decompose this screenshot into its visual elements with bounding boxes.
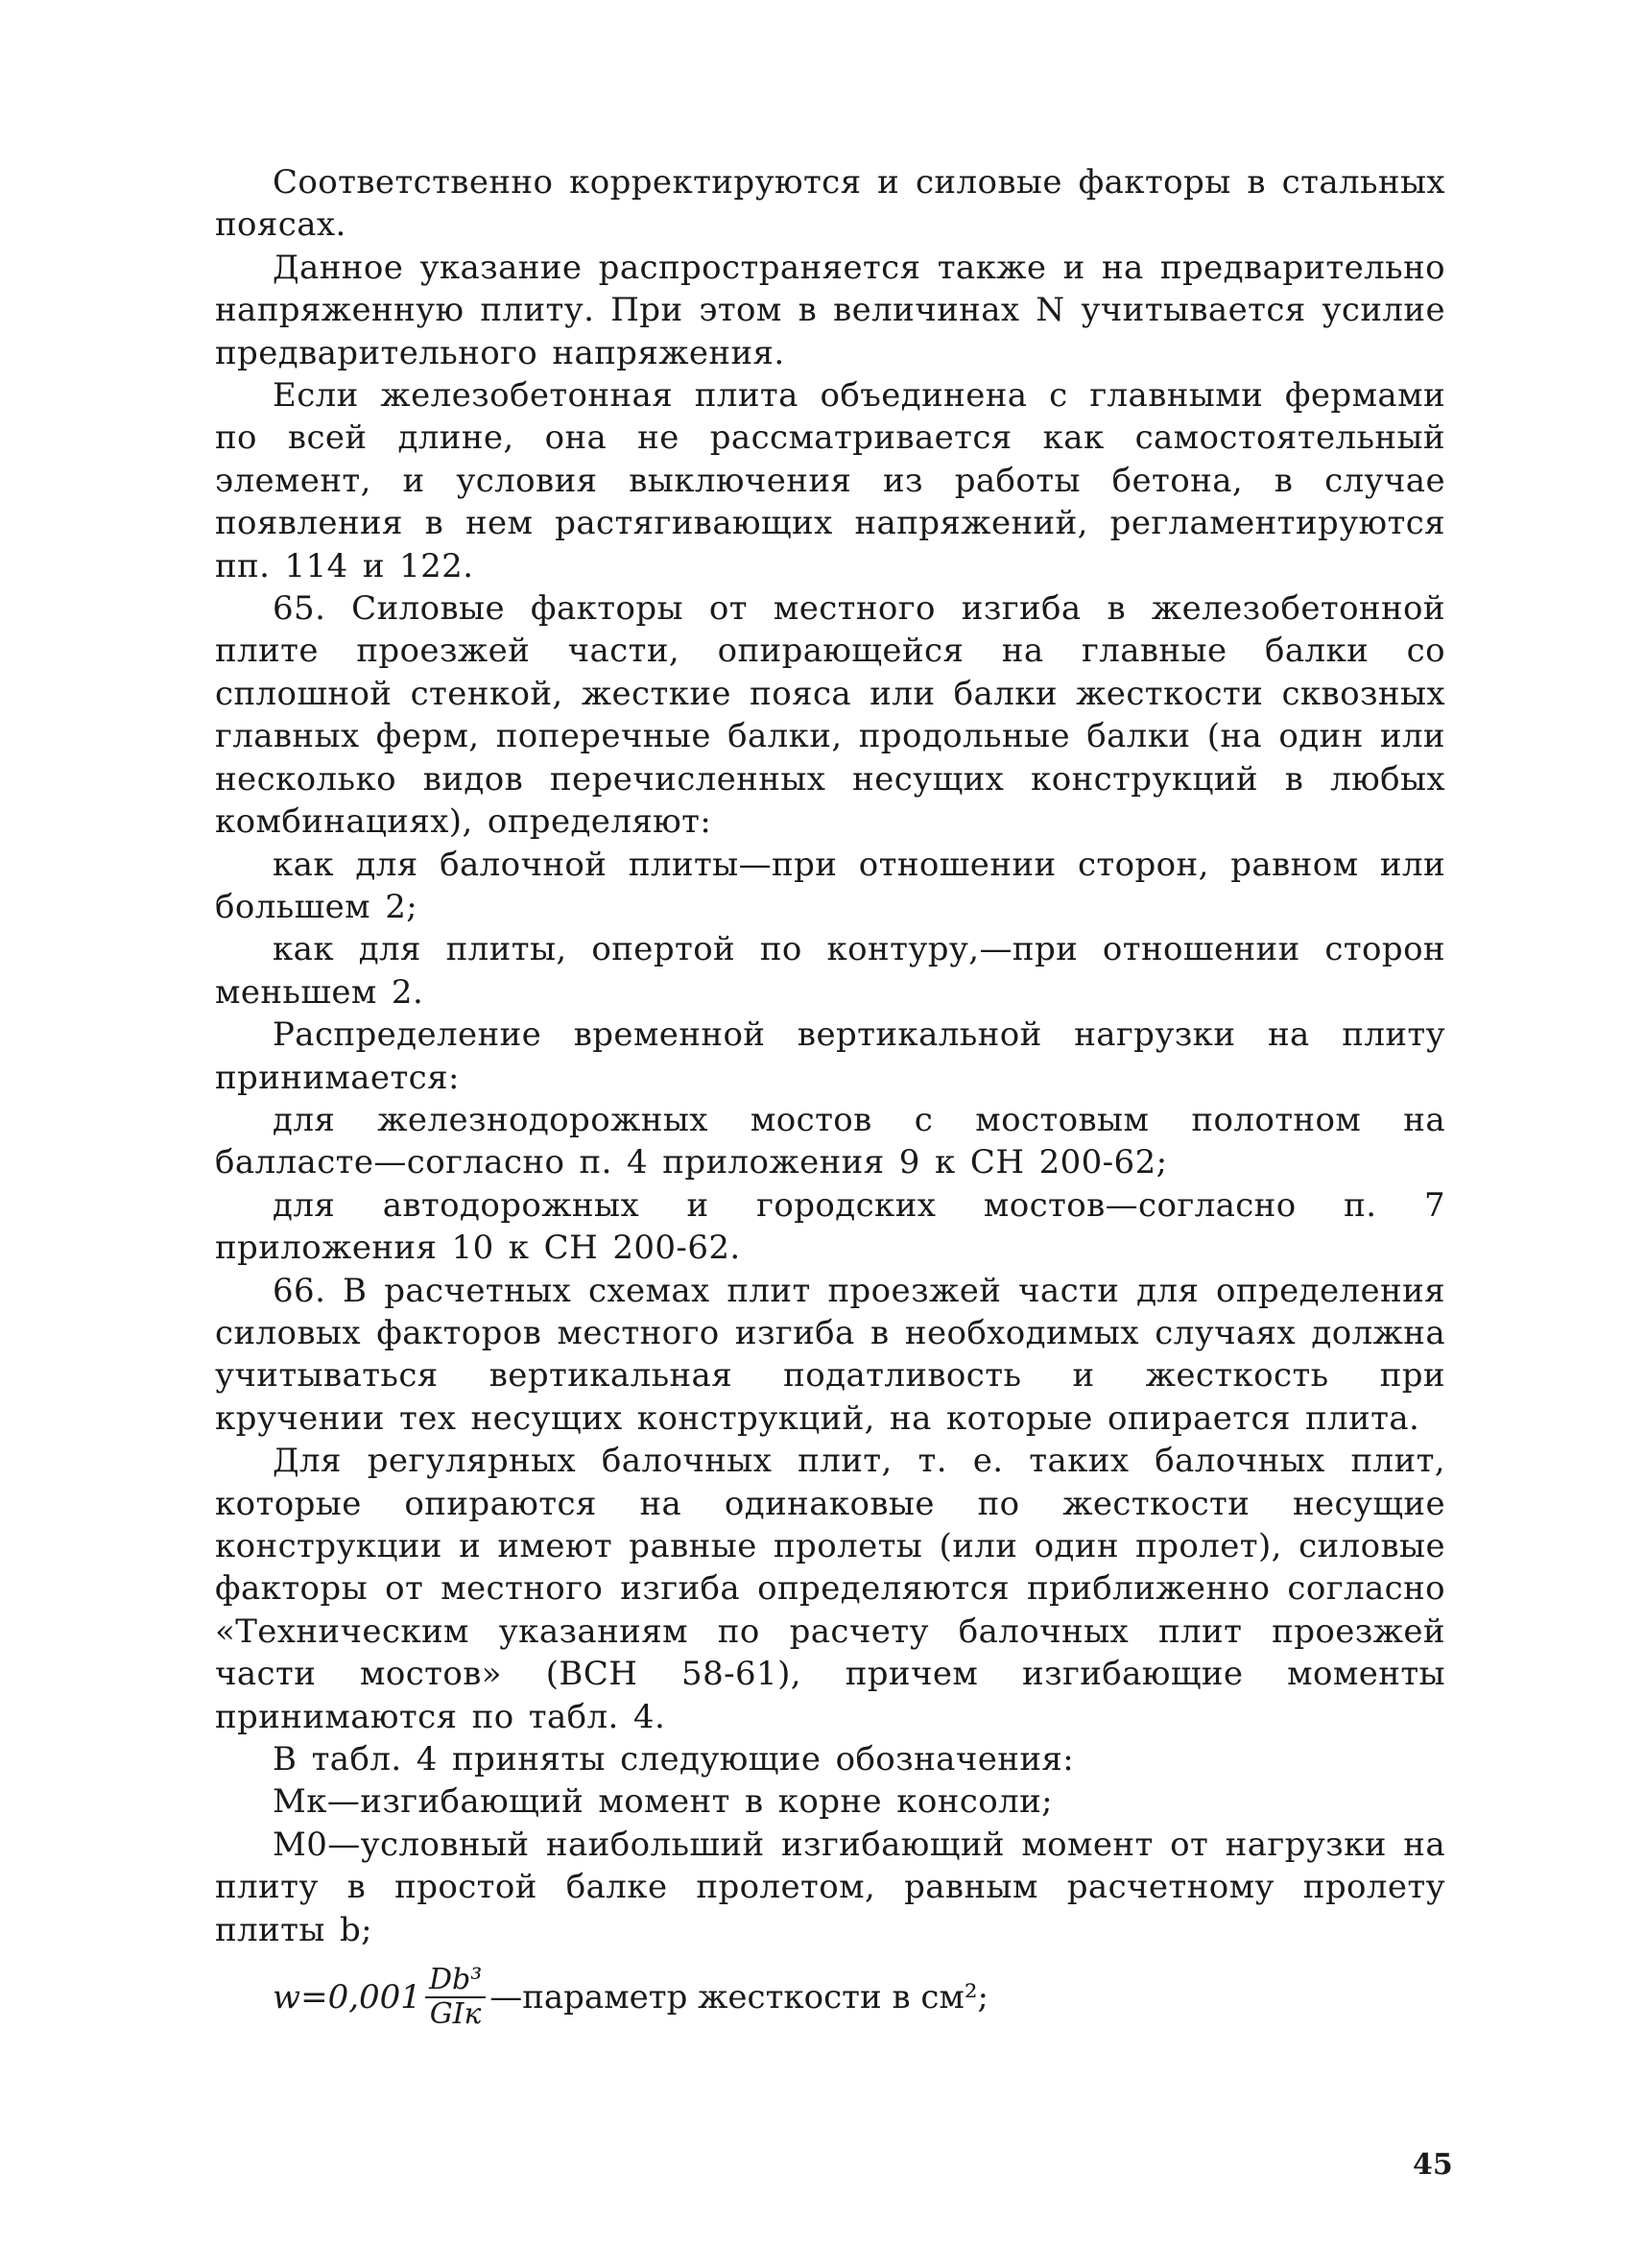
formula-fraction	[425, 1964, 486, 2031]
document-page	[215, 161, 1445, 2043]
formula-numerator: Db³	[425, 1964, 486, 1998]
paragraph: для железнодорожных мостов с мостовым полотном на балласте—согласно п. 4 приложения 9 к СН 200-62;	[215, 1100, 1445, 1182]
stiffness-formula	[215, 1951, 1445, 2043]
paragraph: В табл. 4 приняты следующие обозначения:	[273, 1740, 1075, 1779]
formula-denominator: GIк	[429, 1997, 482, 2032]
paragraph: Если железобетонная плита объединена с главными фермами по всей длине, она не рассматривается как самостоятельный элемент, и условия выключения из работы бетона, в случае появления в нем растягивающих напряжений, регламентируются пп. 114 и 122.	[215, 376, 1445, 585]
paragraph: M0—условный наибольший изгибающий момент от нагрузки на плиту в простой балке пролетом, равным расчетному пролету плиты b;	[215, 1825, 1445, 1949]
paragraph: Для регулярных балочных плит, т. е. таких балочных плит, которые опираются на одинаковые по жесткости несущие конструкции и имеют равные пролеты (или один пролет), силовые факторы от местного изгиба определяются приближенно согласно «Техническим указаниям по расчету балочных плит проезжей части мостов» (ВСН 58-61), причем изгибающие моменты принимаются по табл. 4.	[215, 1442, 1445, 1736]
paragraph: 66. В расчетных схемах плит проезжей части для определения силовых факторов местного изгиба в необходимых случаях должна учитываться вертикальная податливость и жесткость при кручении тех несущих конструкций, на которые опирается плита.	[215, 1271, 1445, 1438]
paragraph: как для балочной плиты—при отношении сторон, равном или большем 2;	[215, 845, 1445, 926]
paragraph: как для плиты, опертой по контуру,—при отношении сторон меньшем 2.	[215, 930, 1445, 1012]
paragraph: Данное указание распространяется также и на предварительно напряженную плиту. При этом в величинах N учитывается усилие предварительного напряжения.	[215, 248, 1445, 372]
formula-prefix: w=0,001	[273, 1977, 421, 2017]
page-number: 45	[1413, 2148, 1453, 2182]
formula-suffix: —параметр жесткости в см²;	[489, 1977, 989, 2017]
paragraph: 65. Силовые факторы от местного изгиба в железобетонной плите проезжей части, опирающейся на главные балки со сплошной стенкой, жесткие пояса или балки жесткости сквозных главных ферм, поперечные балки, продольные балки (на один или несколько видов перечисленных несущих конструкций в любых комбинациях), определяют:	[215, 589, 1445, 842]
paragraph: Mк—изгибающий момент в корне консоли;	[273, 1782, 1054, 1822]
paragraph: Распределение временной вертикальной нагрузки на плиту принимается:	[215, 1015, 1445, 1097]
paragraph: Соответственно корректируются и силовые факторы в стальных поясах.	[215, 163, 1445, 245]
paragraph: для автодорожных и городских мостов—согласно п. 7 приложения 10 к СН 200-62.	[215, 1185, 1445, 1268]
